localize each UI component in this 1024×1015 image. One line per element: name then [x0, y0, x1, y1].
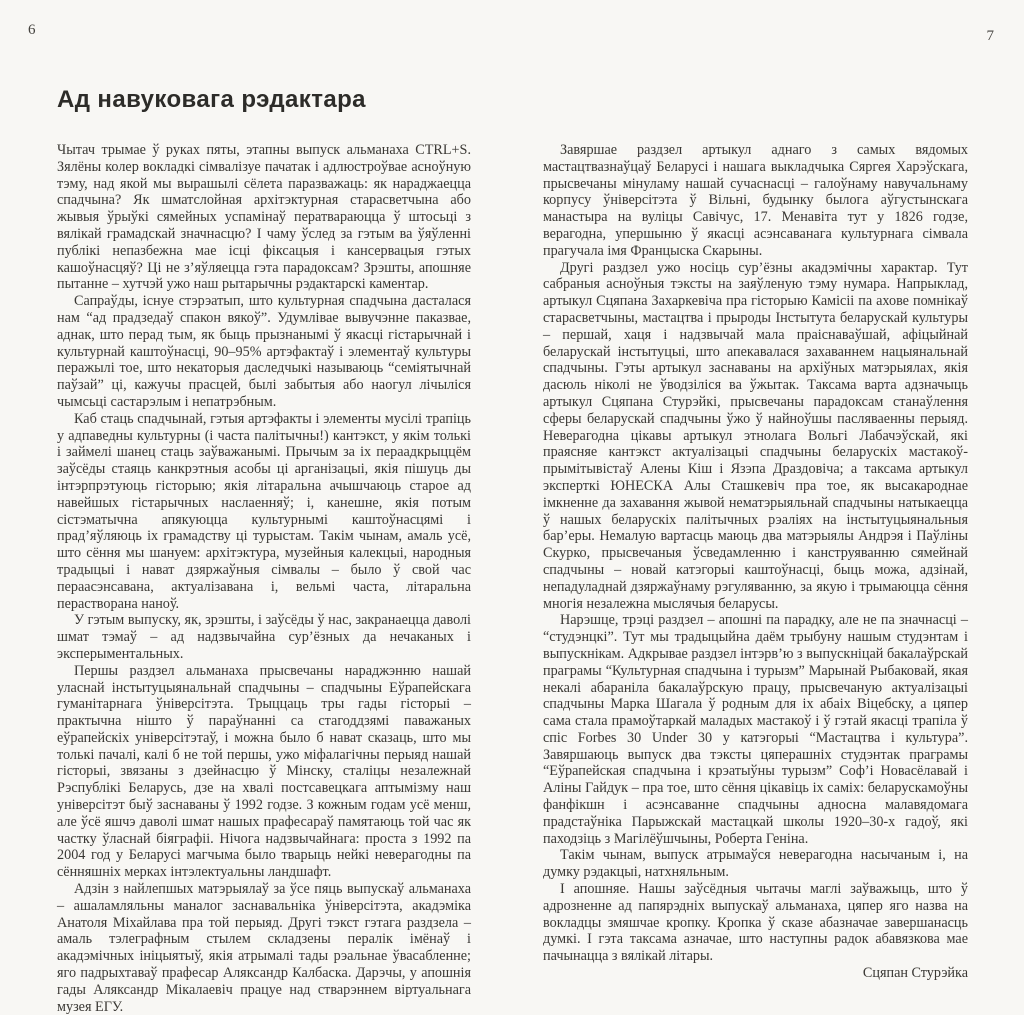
paragraph: Першы раздзел альманаха прысвечаны нараджэнню нашай уласнай інстытуцыянальнай спадчыны – спадчыны Еўрапейскага гуманітарнага ўніверсітэта. Трыццаць тры гады гісторыі – практычна нішто ў параўнанні са стагоддзямі паважаных еўрапейскіх універсітэтаў, і можна было б нават сказаць, што мы толькі пачалі, калі б не той першы, ужо міфалагічны перыяд нашай гісторыі, звязаны з дзейнасцю ў Мінску, сталіцы незалежнай Рэспублікі Беларусь, дзе на хвалі постсавецкага аптымізму наш універсітэт быў заснаваны ў 1992 годзе. З кожным годам усё менш, але ўсё яшчэ даволі шмат нашых прафесараў памятаюць той час як частку ўласнай біяграфіі. Нічога надзвычайнага: проста з 1992 па 2004 год у Беларусі магчыма было тварыць нейкі неверагодны па сённяшніх мерках інтэлектуальны ландшафт. [57, 662, 471, 881]
page-number-right: 7 [986, 28, 994, 44]
paragraph: Другі раздзел ужо носіць сур’ёзны акадэмічны характар. Тут сабраныя асноўныя тэксты на заяўленую тэму нумара. Напрыклад, артыкул Сцяпана Захаркевіча пра гісторыю Камісіі па ахове помнікаў старасветчыны, мастацтва і прыроды Інстытута беларускай культуры – першай, хаця і надзвычай мала праіснаваўшай, афіцыйнай беларускай інстытуцыі, што апекавалася захаваннем нацыянальнай спадчыны. Гэты артыкул заснаваны на архіўных матэрыялах, якія дасюль ніколі не ўводзіліся ва ўжытак. Таксама варта адзначыць артыкул Сцяпана Стурэйкі, прысвечаны парадоксам станаўлення сферы беларускай спадчыны ўжо ў найноўшы пасляваенны перыяд. Неверагодна цікавы артыкул этнолага Вольгі Лабачэўскай, які праясняе кантэкст актуалізацыі спадчыны беларускіх мастакоў-прымітывістаў Алены Кіш і Язэпа Драздовіча; а таксама артыкул эксперткі ЮНЕСКА Алы Сташкевіч пра тое, як высакароднае імкненне да захавання жывой нематэрыяльнай спадчыны натыкаецца ў нашых беларускіх палітычных рэаліях на інстытуцыянальныя бар’еры. Немалую вартасць маюць два матэрыялы Андрэя і Паўліны Скурко, прысвечаныя ўсведамленню і канструяванню сямейнай спадчыны – новай катэгорыі каштоўнасці, быць можа, адзінай, непадуладнай дзяржаўнаму рэгуляванню, за якую і трымаюцца сёння многія незалежна мыслячыя беларусы. [543, 259, 968, 612]
paragraph: Такім чынам, выпуск атрымаўся неверагодна насычаным і, на думку рэдакцыі, натхняльным. [543, 847, 968, 881]
page-number-left: 6 [28, 22, 36, 38]
paragraph: Завяршае раздзел артыкул аднаго з самых вядомых мастацтвазнаўцаў Беларусі і нашага выкладчыка Сяргея Харэўскага, прысвечаны мінуламу нашай сучаснасці – галоўнаму навучальнаму корпусу ўніверсітэта ў Вільні, будынку былога аўгустынскага манастыра на вуліцы Савічус, 17. Менавіта тут у 1826 годзе, верагодна, упершыню ў якасці асэнсаванага культурнага сімвала прагучала імя Францыска Скарыны. [543, 142, 968, 259]
paragraph: І апошняе. Нашы заўсёдныя чытачы маглі заўважыць, што ў адрозненне ад папярэдніх выпускаў альманаха, цяпер яго назва на вокладцы змяшчае кропку. Кропка ў сказе абазначае завершанасць думкі. І гэта таксама азначае, што наступны радок абавязкова мае пачынацца з вялікай літары. [543, 881, 968, 965]
article-title: Ад навуковага рэдактара [57, 86, 366, 113]
page-right [512, 0, 1024, 1003]
paragraph: Нарэшце, трэці раздзел – апошні па парадку, але не па значнасці – “студэнцкі”. Тут мы традыцыйна даём трыбуну нашым студэнтам і выпускнікам. Адкрывае раздзел інтэрв’ю з выпускніцай бакалаўрскай праграмы “Культурная спадчына і турызм” Марынай Рыбаковай, якая некалі абараніла бакалаўрскую працу, прысвечаную актуалізацыі спадчыны Марка Шагала ў родным для іх абаіх Віцебску, а цяпер сама стала прамоўтаркай маладых мастакоў і ў гэтай якасці трапіла ў спіс Forbes 30 Under 30 у катэгорыі “Мастацтва і культура”. Завяршаюць выпуск два тэксты цяперашніх студэнтак праграмы “Еўрапейская спадчына і крэатыўны турызм” Соф’і Новасёлавай і Аліны Гайдук – пра тое, што сёння цікавіць іх саміх: беларускамоўны фанфікшн і асэнсаванне спадчыны адносна малавядомага прадстаўніка Парыжскай мастацкай школы 1920–30-х гадоў, які паходзіць з Магілёўшчыны, Роберта Геніна. [543, 612, 968, 847]
right-column-text [543, 142, 968, 982]
paragraph: Адзін з найлепшых матэрыялаў за ўсе пяць выпускаў альманаха – ашаламляльны маналог заснавальніка ўніверсітэта, акадэміка Анатоля Міхайлава пра той перыяд. Другі тэкст гэтага раздзела – амаль тэлеграфным стылем складзены пералік імёнаў і акадэмічных ініцыятыў, якія атрымалі тады рэальнае ўвасабленне; яго падрыхтаваў прафесар Аляксандр Калбаска. Дарэчы, у апошнія гады Аляксандр Мікалаевіч працуе над стварэннем віртуальнага музея ЕГУ. [57, 881, 471, 1015]
paragraph: Каб стаць спадчынай, гэтыя артэфакты і элементы мусілі трапіць у адпаведны культурны (і часта палітычны!) кантэкст, у якім толькі і займелі шанец стаць заўважанымі. Прычым за іх пераадкрыццём заўсёды стаяць канкрэтныя асобы ці арганізацыі, якія пішуць ды інтэрпрэтуюць гісторыю; якія літаральна ачышчаюць старое ад навейшых гістарычных наслаенняў; і, канешне, якія потым сістэматычна апякуюцца культурнымі каштоўнасцямі і прад’яўляюць іх грамадству ці турыстам. Такім чынам, амаль усё, што сёння мы шануем: архітэктура, музейныя калекцыі, народныя традыцыі і нават дзяржаўныя сімвалы – было ў свой час пераасэнсавана, актуалізавана і, вельмі часта, літаральна перастворана наноў. [57, 410, 471, 612]
paragraph: Чытач трымае ў руках пяты, этапны выпуск альманаха CTRL+S. Зялёны колер вокладкі сімвалізуе пачатак і адлюстроўвае асноўную тэму, над якой мы вырашылі сёлета паразважаць: як нараджаецца спадчына? Як шматслойная архітэктурная старасветчына або жывыя ўрыўкі сямейных успамінаў ператвараюцца ў штосьці з вялікай грамадскай значнасцю? І чаму ўслед за гэтым ва ўяўленні публікі непазбежна мае ісці фіксацыя і кансервацыя гэтых кашоўнасцяў? Ці не з’яўляецца гэта парадоксам? Зрэшты, апошняе пытанне – хутчэй ужо наш рытарычны рэдактарскі каментар. [57, 142, 471, 293]
left-column-text [57, 142, 471, 1015]
paragraph: Сапраўды, існуе стэрэатып, што культурная спадчына дасталася нам “ад прадзедаў спакон вякоў”. Удумлівае вывучэнне паказвае, аднак, што перад тым, як быць прызнанымі ў якасці гістарычнай і культурнай каштоўнасці, 90–95% артэфактаў і элементаў культуры перажылі тое, што некаторыя даследчыкі называюць “семіятычнай паўзай” ці, кажучы прасцей, былі забытыя або наогул лічыліся чымсьці састарэлым і непатрэбным. [57, 293, 471, 410]
paragraph: У гэтым выпуску, як, зрэшты, і заўсёды ў нас, закранаецца даволі шмат тэмаў – ад надзвычайна сур’ёзных да нечаканых і эксперыментальных. [57, 612, 471, 662]
editor-signature: Сцяпан Стурэйка [862, 965, 968, 982]
